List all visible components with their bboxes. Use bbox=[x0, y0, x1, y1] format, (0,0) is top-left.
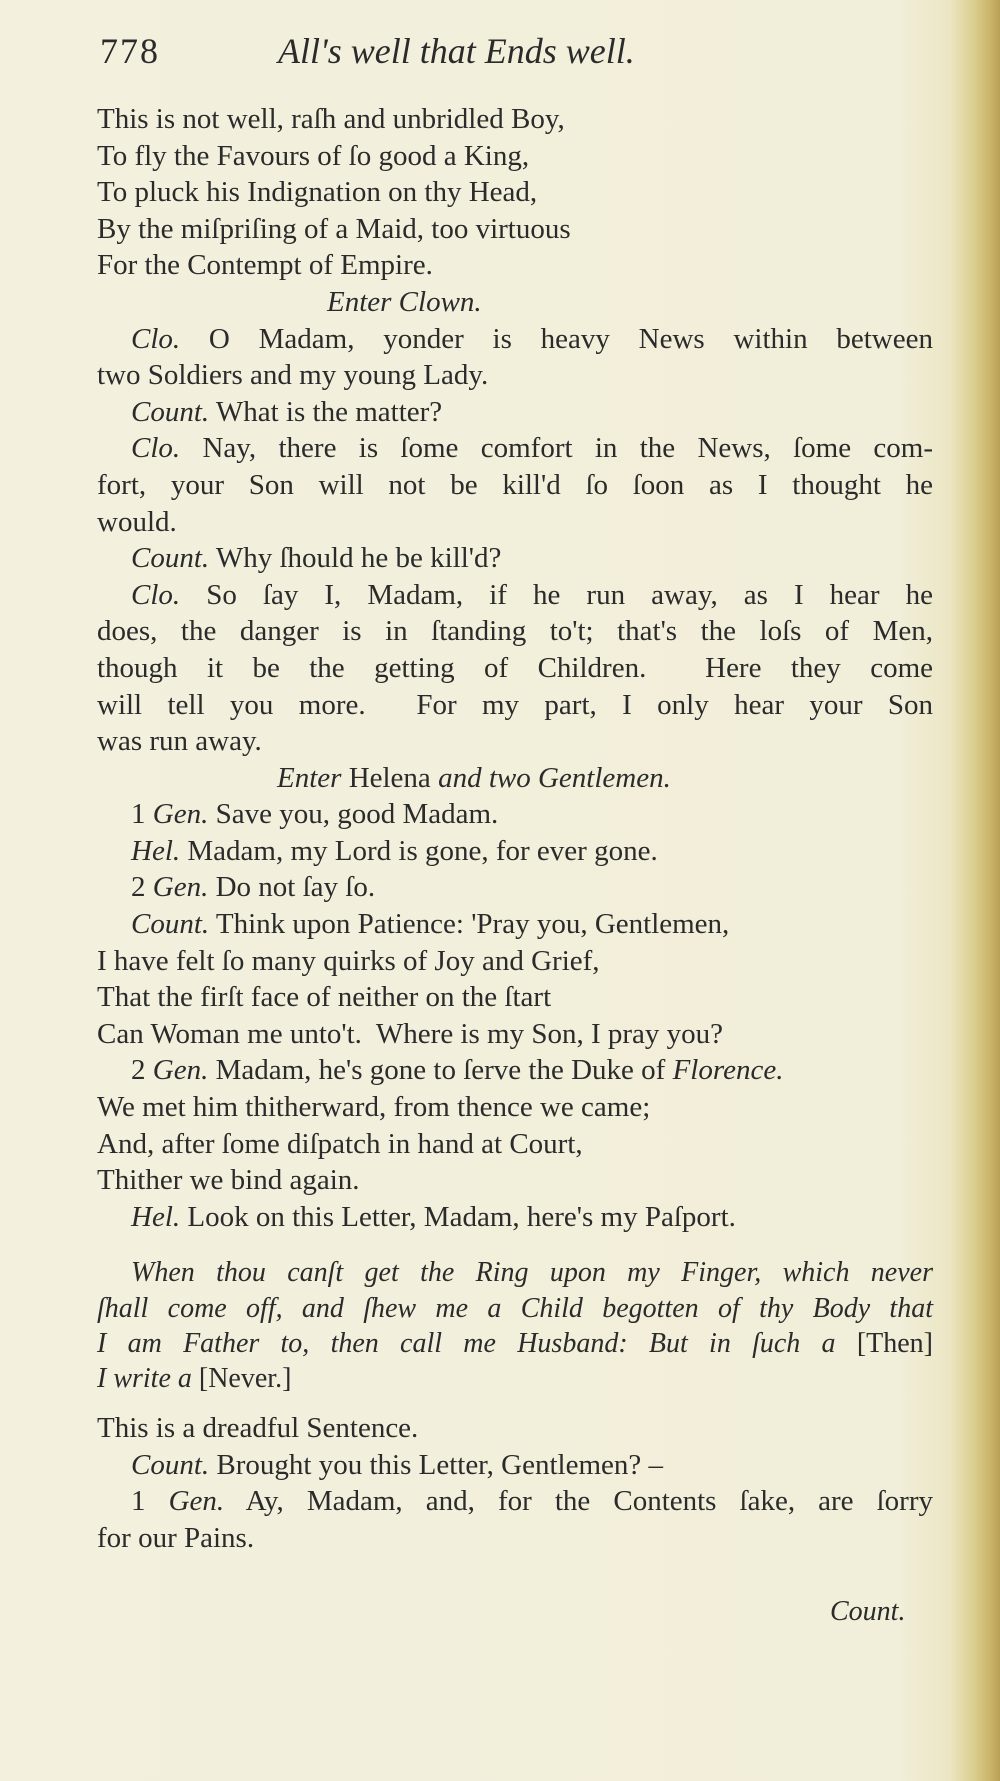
text-line bbox=[97, 540, 933, 577]
roman-text: does, the danger is in ſtanding to't; that's the loſs of Men, bbox=[97, 615, 933, 648]
text-line bbox=[97, 357, 933, 394]
roman-text: For the Contempt of Empire. bbox=[97, 249, 433, 282]
running-header bbox=[100, 30, 940, 80]
text-line bbox=[97, 394, 933, 431]
roman-text: Madam, he's gone to ſerve the Duke of bbox=[208, 1054, 673, 1087]
roman-text: will tell you more. For my part, I only hear your Son bbox=[97, 688, 933, 721]
roman-text: We met him thitherward, from thence we came; bbox=[97, 1091, 651, 1124]
roman-text: Look on this Letter, Madam, here's my Paſport. bbox=[180, 1200, 736, 1233]
text-line bbox=[97, 1447, 933, 1484]
roman-text: Helena bbox=[341, 761, 439, 794]
italic-text: Hel. bbox=[131, 1200, 181, 1233]
text-line bbox=[97, 321, 933, 358]
text-line bbox=[97, 906, 933, 943]
text-line bbox=[97, 1291, 933, 1326]
italic-text: Clo. bbox=[131, 322, 181, 355]
italic-text: When thou canſt get the Ring upon my Finger, which never bbox=[131, 1257, 933, 1289]
roman-text: To pluck his Indignation on thy Head, bbox=[97, 176, 538, 209]
text-line bbox=[97, 1520, 933, 1557]
text-line bbox=[97, 943, 933, 980]
roman-text: fort, your Son will not be kill'd ſo ſoon as I thought he bbox=[97, 468, 933, 501]
text-line bbox=[97, 430, 933, 467]
text-line bbox=[97, 1052, 933, 1089]
text-line bbox=[97, 284, 933, 321]
text-line bbox=[97, 979, 933, 1016]
text-line bbox=[97, 1361, 933, 1396]
roman-text: 1 bbox=[131, 1485, 169, 1518]
roman-text: Madam, my Lord is gone, for ever gone. bbox=[180, 834, 658, 867]
roman-text: Can Woman me unto't. Where is my Son, I pray you? bbox=[97, 1017, 724, 1050]
italic-text: Gen. bbox=[152, 871, 209, 904]
italic-text: Count. bbox=[131, 542, 210, 575]
roman-text: [Then] bbox=[856, 1327, 933, 1359]
roman-text: would. bbox=[97, 505, 177, 538]
roman-text: And, after ſome diſpatch in hand at Court, bbox=[97, 1127, 583, 1160]
roman-text: That the firſt face of neither on the ſtart bbox=[97, 981, 552, 1014]
roman-text: two Soldiers and my young Lady. bbox=[97, 359, 489, 392]
roman-text: 1 bbox=[131, 798, 153, 831]
roman-text: Do not ſay ſo. bbox=[208, 871, 376, 904]
text-line bbox=[97, 1126, 933, 1163]
italic-text: I am Father to, then call me Husband: But in ſuch a bbox=[97, 1327, 857, 1359]
roman-text: I have felt ſo many quirks of Joy and Grief, bbox=[97, 944, 600, 977]
text-line bbox=[97, 1089, 933, 1126]
roman-text: Why ſhould he be kill'd? bbox=[209, 542, 502, 575]
text-line bbox=[97, 1255, 933, 1290]
roman-text: So ſay I, Madam, if he run away, as I hear he bbox=[180, 578, 933, 611]
italic-text: ſhall come off, and ſhew me a Child begotten of thy Body that bbox=[97, 1292, 933, 1324]
text-line bbox=[97, 1199, 933, 1236]
roman-text: Save you, good Madam. bbox=[208, 798, 499, 831]
roman-text: for our Pains. bbox=[97, 1521, 255, 1554]
roman-text: was run away. bbox=[97, 725, 262, 758]
roman-text: Think upon Patience: 'Pray you, Gentlemen, bbox=[209, 908, 730, 941]
roman-text: Thither we bind again. bbox=[97, 1164, 360, 1197]
text-line bbox=[97, 577, 933, 614]
roman-text: What is the matter? bbox=[209, 395, 443, 428]
text-line bbox=[97, 650, 933, 687]
roman-text: [Never.] bbox=[198, 1362, 292, 1394]
roman-text: 2 bbox=[131, 1054, 153, 1087]
play-text bbox=[97, 101, 933, 1557]
roman-text: By the miſpriſing of a Maid, too virtuous bbox=[97, 212, 571, 245]
roman-text: Brought you this Letter, Gentlemen? – bbox=[209, 1448, 664, 1481]
running-title: All's well that Ends well. bbox=[278, 31, 635, 71]
roman-text: 2 bbox=[131, 871, 153, 904]
italic-text: Gen. bbox=[152, 1054, 209, 1087]
text-line bbox=[97, 101, 933, 138]
text-line bbox=[97, 760, 933, 797]
text-line bbox=[97, 723, 933, 760]
italic-text: I write a bbox=[97, 1362, 199, 1394]
italic-text: Count. bbox=[131, 1448, 210, 1481]
page-number: 778 bbox=[100, 31, 160, 71]
roman-text: though it be the getting of Children. Here they come bbox=[97, 651, 933, 684]
text-line bbox=[97, 138, 933, 175]
text-line bbox=[97, 247, 933, 284]
italic-text: Gen. bbox=[168, 1485, 225, 1518]
text-line bbox=[97, 1410, 933, 1447]
text-line bbox=[97, 1483, 933, 1520]
text-line bbox=[97, 833, 933, 870]
text-line bbox=[97, 174, 933, 211]
text-line bbox=[97, 687, 933, 724]
text-line bbox=[97, 467, 933, 504]
roman-text: Ay, Madam, and, for the Contents ſake, are ſorry bbox=[224, 1485, 934, 1518]
text-line bbox=[97, 504, 933, 541]
text-line bbox=[97, 869, 933, 906]
roman-text: This is not well, raſh and unbridled Boy, bbox=[97, 103, 565, 135]
text-line bbox=[97, 796, 933, 833]
italic-text: Count. bbox=[131, 395, 210, 428]
italic-text: Count. bbox=[131, 908, 210, 941]
catchword: Count. bbox=[830, 1596, 906, 1627]
text-line bbox=[97, 1016, 933, 1053]
italic-text: Florence. bbox=[672, 1054, 784, 1087]
italic-text: Gen. bbox=[152, 798, 209, 831]
italic-text: Clo. bbox=[131, 578, 181, 611]
roman-text: This is a dreadful Sentence. bbox=[97, 1412, 419, 1445]
italic-text: Enter Clown. bbox=[327, 285, 482, 318]
text-line bbox=[97, 211, 933, 248]
italic-text: Enter bbox=[277, 761, 342, 794]
text-line bbox=[97, 1326, 933, 1361]
italic-text: and two Gentlemen. bbox=[438, 761, 671, 794]
italic-text: Clo. bbox=[131, 432, 181, 465]
roman-text: To fly the Favours of ſo good a King, bbox=[97, 139, 530, 172]
text-line bbox=[97, 1162, 933, 1199]
italic-text: Hel. bbox=[131, 834, 181, 867]
text-line bbox=[97, 613, 933, 650]
roman-text: O Madam, yonder is heavy News within between bbox=[180, 322, 933, 355]
roman-text: Nay, there is ſome comfort in the News, ſome com- bbox=[180, 432, 933, 465]
